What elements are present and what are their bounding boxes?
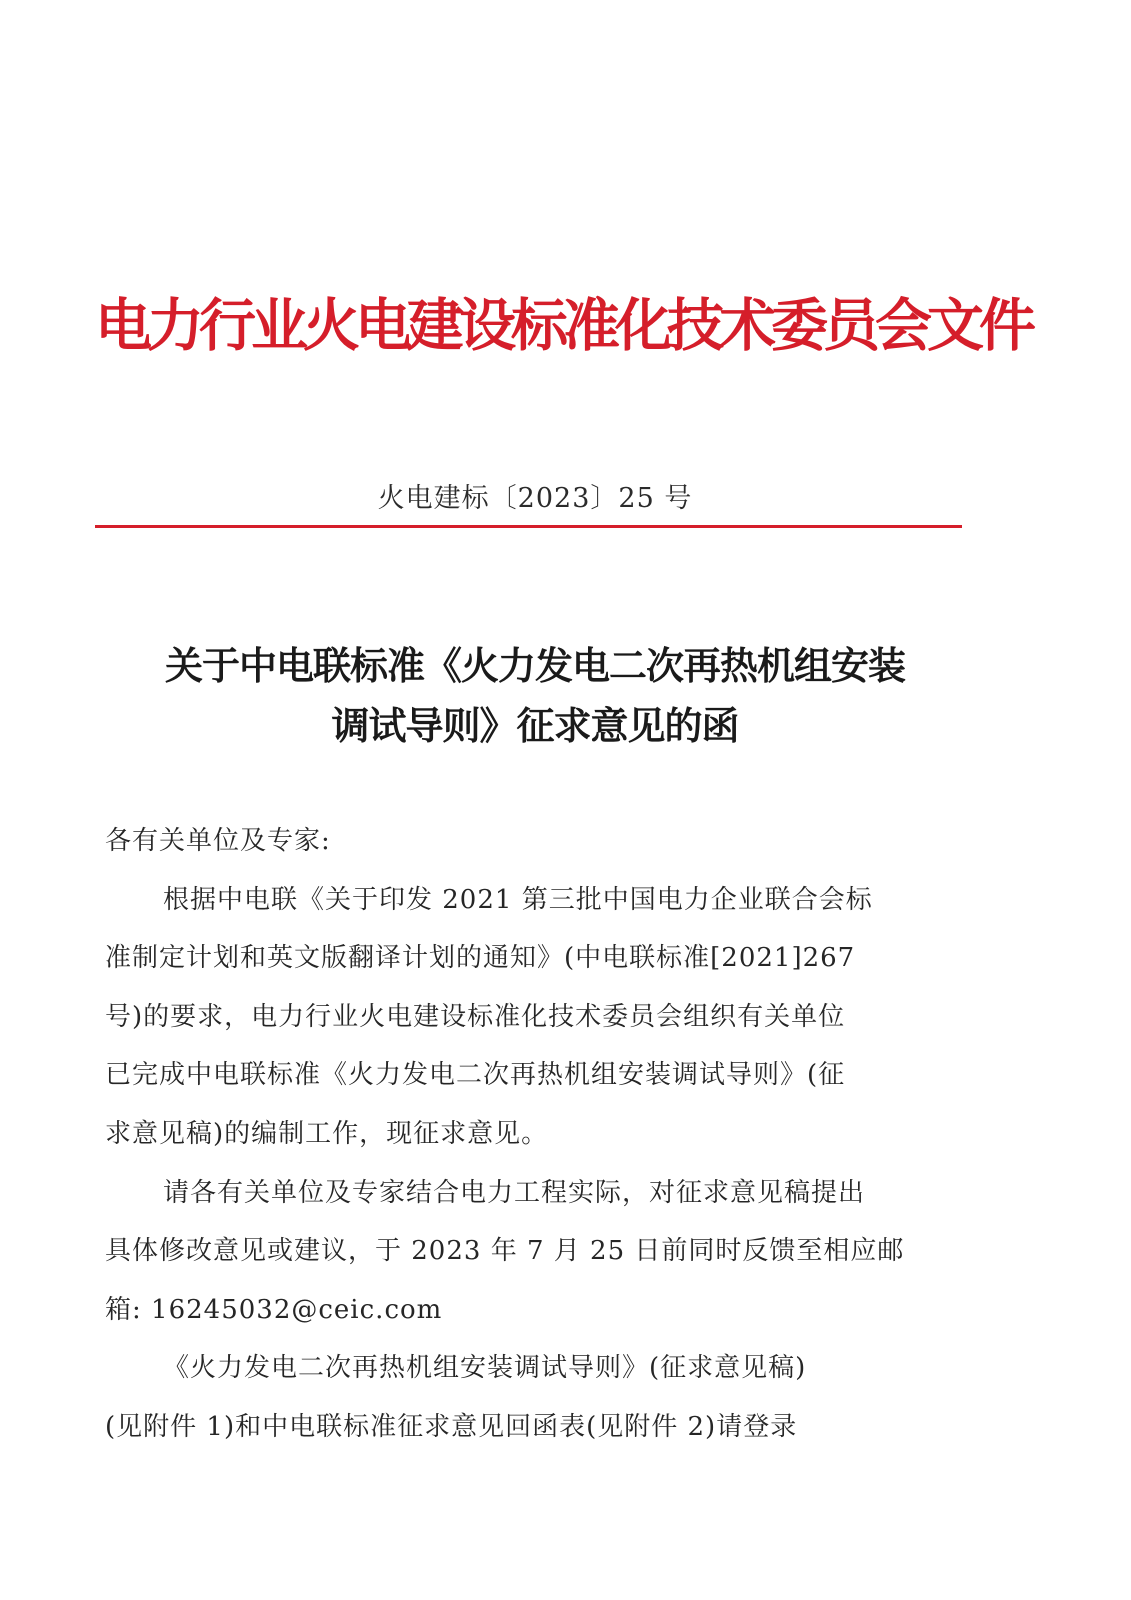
letter-body (105, 812, 945, 1457)
body-line: 号)的要求，电力行业火电建设标准化技术委员会组织有关单位 (105, 1001, 846, 1032)
document-number: 火电建标〔2023〕25 号 (377, 483, 693, 514)
subject-line-2: 调试导则》征求意见的函 (331, 704, 739, 748)
body-line: (见附件 1)和中电联标准征求意见回函表(见附件 2)请登录 (105, 1411, 798, 1442)
body-line: 已完成中电联标准《火力发电二次再热机组安装调试导则》(征 (105, 1060, 846, 1091)
subject-line-1: 关于中电联标准《火力发电二次再热机组安装 (164, 644, 905, 688)
body-line: 根据中电联《关于印发 2021 第三批中国电力企业联合会标 (163, 884, 873, 915)
body-line: 准制定计划和英文版翻译计划的通知》(中电联标准[2021]267 (105, 943, 856, 974)
salutation: 各有关单位及专家: (105, 826, 331, 856)
body-line: 具体修改意见或建议，于 2023 年 7 月 25 日前同时反馈至相应邮 (105, 1236, 905, 1267)
letter-subject (95, 636, 975, 756)
issuer-header-title: 电力行业火电建设标准化技术委员会文件 (95, 293, 1031, 359)
email-line: 箱: 16245032@ceic.com (105, 1294, 443, 1325)
body-line: 请各有关单位及专家结合电力工程实际，对征求意见稿提出 (163, 1177, 866, 1208)
body-line: 《火力发电二次再热机组安装调试导则》(征求意见稿) (163, 1353, 807, 1384)
red-divider-line (95, 525, 962, 528)
body-line: 求意见稿)的编制工作，现征求意见。 (105, 1118, 549, 1149)
